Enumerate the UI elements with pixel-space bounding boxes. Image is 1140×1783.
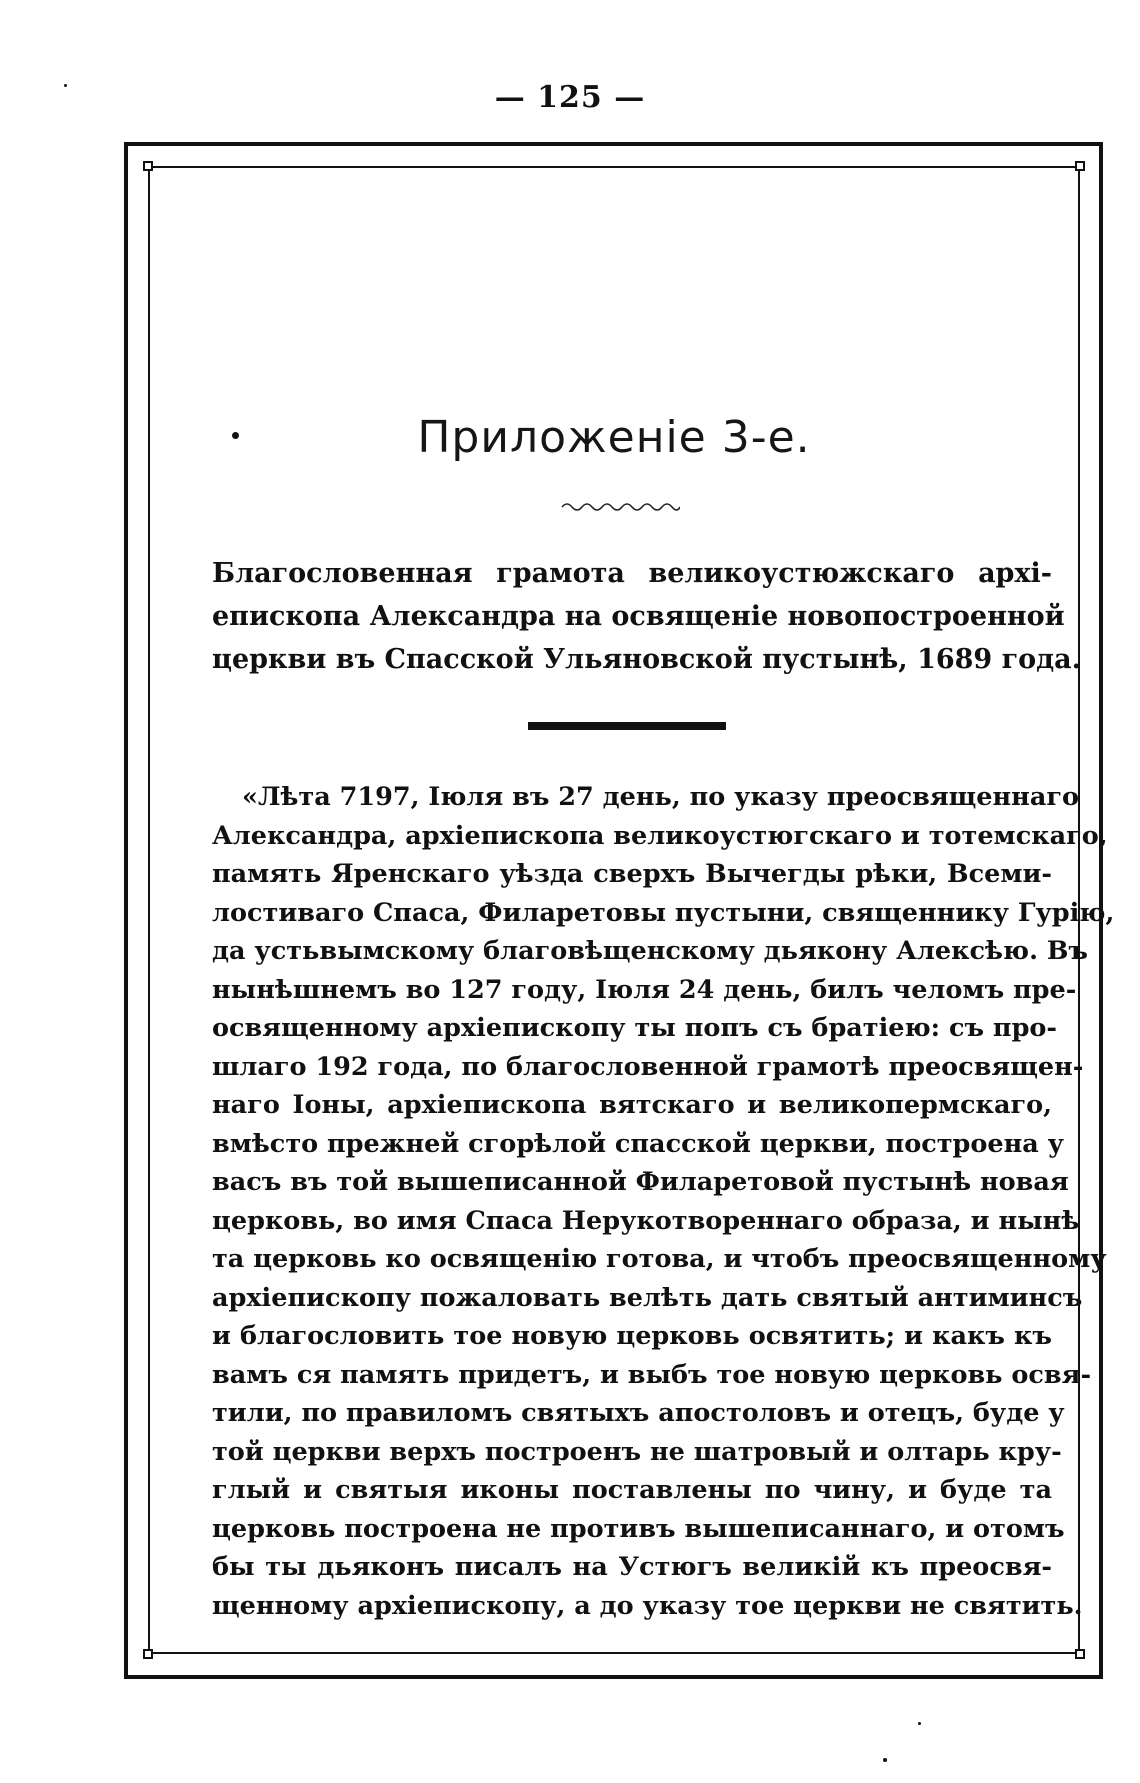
body-line: лостиваго Спаса, Филаретовы пустыни, священнику Гурію,	[212, 897, 1115, 928]
appendix-heading: Приложеніе 3-е.	[417, 412, 811, 463]
print-speck	[232, 432, 239, 439]
body-line: нынѣшнемъ во 127 году, Іюля 24 день, билъ челомъ пре-	[212, 974, 1077, 1005]
body-line: вамъ ся память придетъ, и выбъ тое новую церковь освя-	[212, 1359, 1092, 1390]
body-line: освященному архіепископу ты попъ съ братіею: съ про-	[212, 1013, 1057, 1043]
page-number: — 125 —	[494, 80, 646, 115]
body-line: вмѣсто прежней сгорѣлой спасской церкви, построена у	[212, 1128, 1064, 1159]
decorative-squiggle	[560, 500, 680, 514]
subtitle-line: епископа Александра на освященіе новопостроенной	[212, 601, 1065, 632]
section-divider-rule	[528, 722, 726, 730]
corner-ornament-bottom-right	[1075, 1649, 1085, 1659]
body-line: Александра, архіепископа великоустюгскаго и тотемскаго,	[212, 820, 1108, 851]
print-speck	[918, 1722, 921, 1725]
body-line: «Лѣта 7197, Іюля въ 27 день, по указу преосвященнаго	[242, 782, 1079, 812]
corner-ornament-bottom-left	[143, 1649, 153, 1659]
corner-ornament-top-left	[143, 161, 153, 171]
body-line: тили, по правиломъ святыхъ апостоловъ и отецъ, буде у	[212, 1398, 1065, 1428]
subtitle-line: церкви въ Спасской Ульяновской пустынѣ, 1689 года.	[212, 644, 1082, 675]
body-line: бы ты дьяконъ писалъ на Устюгъ великій къ преосвя-	[212, 1552, 1052, 1582]
body-line: та церковь ко освященію готова, и чтобъ преосвященному	[212, 1244, 1107, 1274]
charter-body-text	[212, 778, 1115, 1625]
print-speck	[64, 84, 67, 87]
body-line: той церкви верхъ построенъ не шатровый и олтарь кру-	[212, 1436, 1062, 1467]
body-line: церковь построена не противъ вышеписаннаго, и отомъ	[212, 1513, 1065, 1544]
body-line: память Яренскаго уѣзда сверхъ Вычегды рѣки, Всеми-	[212, 859, 1052, 889]
body-line: церковь, во имя Спаса Нерукотвореннаго образа, и нынѣ	[212, 1205, 1080, 1236]
body-line: да устьвымскому благовѣщенскому дьякону Алексѣю. Въ	[212, 936, 1088, 966]
body-line: и благословить тое новую церковь освятить; и какъ къ	[212, 1321, 1052, 1351]
print-speck	[883, 1758, 887, 1762]
body-line: васъ въ той вышеписанной Филаретовой пустынѣ новая	[212, 1167, 1069, 1197]
body-line: архіепископу пожаловать велѣть дать святый антиминсъ	[212, 1282, 1083, 1313]
body-line: щенному архіепископу, а до указу тое церкви не святить.	[212, 1590, 1083, 1621]
subtitle-line: Благословенная грамота великоустюжскаго архі-	[212, 558, 1052, 589]
body-line: наго Іоны, архіепископа вятскаго и великопермскаго,	[212, 1090, 1052, 1120]
corner-ornament-top-right	[1075, 161, 1085, 171]
body-line: глый и святыя иконы поставлены по чину, и буде та	[212, 1475, 1052, 1505]
document-subtitle	[212, 552, 1082, 681]
body-line: шлаго 192 года, по благословенной грамотѣ преосвящен-	[212, 1051, 1084, 1082]
